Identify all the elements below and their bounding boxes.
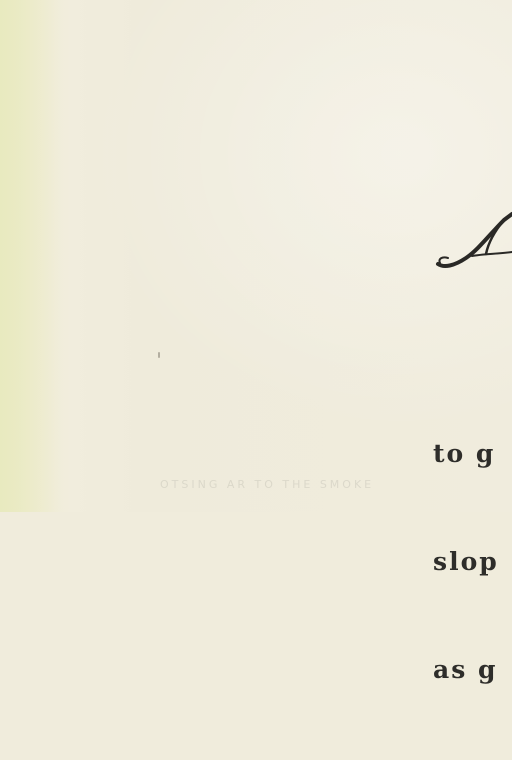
page-gutter-shadow bbox=[0, 0, 60, 512]
text-line: to g bbox=[433, 439, 496, 468]
text-line: as g bbox=[433, 655, 498, 684]
text-line: slop bbox=[433, 547, 499, 576]
decorative-initial-a bbox=[432, 208, 512, 272]
bleed-through-text: OTSING AR TO THE SMOKE bbox=[160, 478, 375, 491]
body-text-fragment bbox=[433, 364, 499, 760]
paper-speck bbox=[158, 352, 160, 358]
